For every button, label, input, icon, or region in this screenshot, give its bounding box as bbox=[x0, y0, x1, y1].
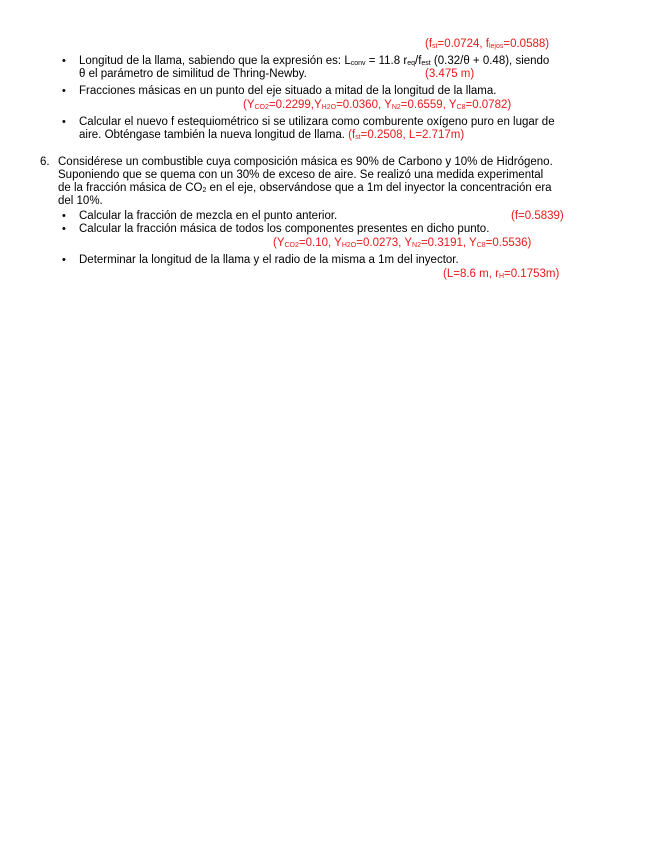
problem6-line4: del 10%. bbox=[58, 195, 103, 207]
answer-sub: lejos bbox=[488, 43, 504, 50]
text: r bbox=[403, 55, 408, 67]
s: C8 bbox=[476, 242, 486, 249]
p6-bullet-3: Determinar la longitud de la llama y el radio de la misma a 1m del inyector. bbox=[79, 254, 459, 266]
s: st bbox=[355, 134, 361, 141]
problem6-line2: Suponiendo que se quema con un 30% de exceso de aire. Se realizó una medida experimental bbox=[58, 169, 544, 181]
text: = 11.8 bbox=[365, 55, 404, 67]
calcular-f-line1: Calcular el nuevo f estequiométrico si se utilizara como comburente oxígeno puro en lugar de bbox=[79, 116, 555, 128]
answer-sub: st bbox=[432, 43, 438, 50]
s: H2O bbox=[321, 104, 337, 111]
sub: 2 bbox=[202, 187, 207, 194]
problem-number: 6. bbox=[40, 156, 50, 168]
text: /f bbox=[415, 55, 422, 67]
t: =0.5536) bbox=[485, 237, 532, 249]
s: C8 bbox=[456, 104, 466, 111]
s: CO2 bbox=[254, 104, 269, 111]
t: (Y bbox=[273, 237, 285, 249]
text: aire. Obténgase también la nueva longitud de llama. bbox=[79, 129, 345, 141]
answer-text: =0.0724, f bbox=[437, 38, 489, 50]
t: (L=8.6 m, r bbox=[443, 268, 499, 280]
answer-text: =0.0588) bbox=[503, 38, 550, 50]
bullet-marker: • bbox=[62, 85, 66, 97]
t: =0.2299,Y bbox=[268, 99, 322, 111]
text: (0.32/θ + 0.48), siendo bbox=[430, 55, 550, 67]
t: (f bbox=[348, 129, 356, 141]
bullet-marker: • bbox=[62, 254, 66, 266]
p6-bullet-1: Calcular la fracción de mezcla en el punto anterior. bbox=[79, 210, 338, 222]
longitud-line2: θ el parámetro de similitud de Thring-Newby. bbox=[79, 68, 307, 80]
p6-bullet-2: Calcular la fracción másica de todos los componentes presentes en dicho punto. bbox=[79, 223, 490, 235]
sub: conv bbox=[350, 60, 366, 67]
bullet-marker: • bbox=[62, 55, 66, 67]
answer-text: (f bbox=[425, 38, 433, 50]
p6-bullet-2-answer bbox=[273, 237, 531, 250]
t: (Y bbox=[243, 99, 255, 111]
fracciones-line1: Fracciones másicas en un punto del eje situado a mitad de la longitud de la llama. bbox=[79, 85, 497, 97]
s: H2O bbox=[341, 242, 357, 249]
s: N2 bbox=[391, 104, 401, 111]
t: =0.3191, Y bbox=[420, 237, 477, 249]
calcular-f-answer bbox=[348, 129, 464, 141]
problem6-line3 bbox=[58, 182, 552, 195]
s: N2 bbox=[412, 242, 421, 249]
text: de la fracción másica de CO bbox=[58, 182, 203, 194]
t: =0.10, Y bbox=[298, 237, 342, 249]
sub: est bbox=[421, 60, 431, 67]
t: =0.2508, L=2.717m) bbox=[360, 129, 465, 141]
longitud-answer: (3.475 m) bbox=[425, 68, 475, 80]
calcular-f-line2 bbox=[79, 129, 464, 142]
s: H bbox=[498, 273, 504, 280]
t: =0.1753m) bbox=[504, 268, 560, 280]
sub: eq bbox=[407, 60, 415, 67]
t: =0.0782) bbox=[465, 99, 512, 111]
t: =0.6559, Y bbox=[400, 99, 457, 111]
bullet-marker: • bbox=[62, 210, 66, 222]
text: Longitud de la llama, sabiendo que la expresión es: L bbox=[79, 55, 351, 67]
t: =0.0360, Y bbox=[336, 99, 392, 111]
bullet-marker: • bbox=[62, 116, 66, 128]
problem6-line1: Considérese un combustible cuya composición másica es 90% de Carbono y 10% de Hidrógeno. bbox=[58, 156, 553, 168]
longitud-line1 bbox=[79, 55, 614, 68]
s: CO2 bbox=[284, 242, 299, 249]
fracciones-answer bbox=[243, 99, 511, 112]
p6-bullet-3-answer bbox=[443, 268, 559, 281]
text: en el eje, observándose que a 1m del inyector la concentración era bbox=[206, 182, 552, 194]
t: =0.0273, Y bbox=[356, 237, 413, 249]
bullet-marker: • bbox=[62, 223, 66, 235]
previous-answer bbox=[425, 38, 549, 51]
p6-bullet-1-answer: (f=0.5839) bbox=[511, 210, 564, 222]
